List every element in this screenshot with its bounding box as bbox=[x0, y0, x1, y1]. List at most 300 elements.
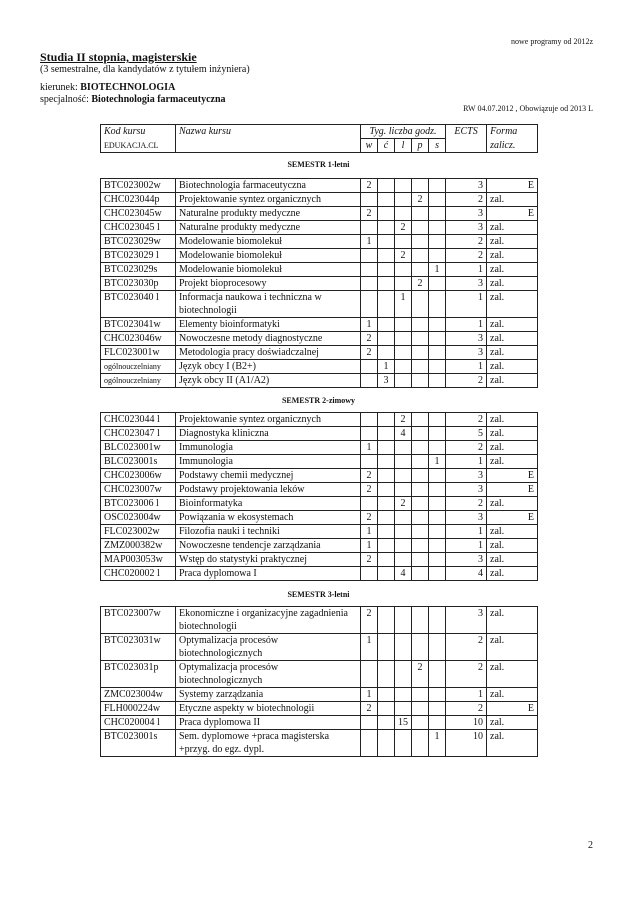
header-hours: Tyg. liczba godz. bbox=[361, 125, 446, 139]
form: zal. bbox=[487, 497, 538, 511]
hours-s bbox=[429, 607, 446, 634]
table-row bbox=[101, 346, 538, 360]
table-row bbox=[101, 688, 538, 702]
course-code: CHC020002 l bbox=[101, 567, 176, 581]
hours-s bbox=[429, 716, 446, 730]
hours-w bbox=[361, 716, 378, 730]
table-row bbox=[101, 553, 538, 567]
hours-p bbox=[412, 441, 429, 455]
hours-w: 2 bbox=[361, 511, 378, 525]
course-code: CHC023007w bbox=[101, 483, 176, 497]
form: zal. bbox=[487, 525, 538, 539]
hours-l bbox=[395, 553, 412, 567]
hours-s bbox=[429, 634, 446, 661]
header-row-2 bbox=[101, 139, 538, 153]
hours-l bbox=[395, 469, 412, 483]
hours-p bbox=[412, 730, 429, 757]
table-row bbox=[101, 469, 538, 483]
header-ects: ECTS bbox=[446, 125, 487, 139]
header-code: Kod kursu bbox=[101, 125, 176, 139]
ects: 2 bbox=[446, 413, 487, 427]
table-row bbox=[101, 332, 538, 346]
hours-p bbox=[412, 318, 429, 332]
hours-w bbox=[361, 291, 378, 318]
header-l: l bbox=[395, 139, 412, 153]
hours-w: 1 bbox=[361, 634, 378, 661]
hours-p bbox=[412, 291, 429, 318]
semester-2-title: SEMESTR 2-zimowy bbox=[281, 396, 356, 405]
table-row bbox=[101, 455, 538, 469]
form: zal. bbox=[487, 661, 538, 688]
form: zal. bbox=[487, 441, 538, 455]
header-form-sub: zalicz. bbox=[487, 139, 538, 153]
field-label: kierunek: bbox=[40, 82, 78, 93]
header-name-sub bbox=[176, 139, 361, 153]
hours-w bbox=[361, 277, 378, 291]
hours-p bbox=[412, 179, 429, 193]
course-name: Modelowanie biomolekuł bbox=[176, 235, 361, 249]
header-name: Nazwa kursu bbox=[176, 125, 361, 139]
hours-s bbox=[429, 688, 446, 702]
form: E bbox=[487, 469, 538, 483]
ects: 1 bbox=[446, 360, 487, 374]
field-value: BIOTECHNOLOGIA bbox=[80, 82, 176, 93]
course-name: Projekt bioprocesowy bbox=[176, 277, 361, 291]
hours-l: 1 bbox=[395, 291, 412, 318]
ects: 1 bbox=[446, 263, 487, 277]
hours-p bbox=[412, 249, 429, 263]
hours-l bbox=[395, 263, 412, 277]
course-code: CHC023006w bbox=[101, 469, 176, 483]
course-code: FLC023001w bbox=[101, 346, 176, 360]
page-title: Studia II stopnia, magisterskie bbox=[40, 50, 197, 64]
ects: 1 bbox=[446, 688, 487, 702]
ects: 1 bbox=[446, 525, 487, 539]
hours-w: 2 bbox=[361, 702, 378, 716]
hours-l: 2 bbox=[395, 221, 412, 235]
hours-c bbox=[378, 539, 395, 553]
course-name: Projektowanie syntez organicznych bbox=[176, 193, 361, 207]
hours-w: 2 bbox=[361, 207, 378, 221]
hours-l bbox=[395, 346, 412, 360]
hours-w: 1 bbox=[361, 441, 378, 455]
hours-l bbox=[395, 179, 412, 193]
ects: 3 bbox=[446, 511, 487, 525]
course-code: ZMZ000382w bbox=[101, 539, 176, 553]
hours-p: 2 bbox=[412, 193, 429, 207]
hours-p bbox=[412, 221, 429, 235]
form: zal. bbox=[487, 716, 538, 730]
hours-c bbox=[378, 567, 395, 581]
hours-c bbox=[378, 441, 395, 455]
specialization-line bbox=[40, 94, 226, 105]
hours-s bbox=[429, 332, 446, 346]
hours-l bbox=[395, 607, 412, 634]
hours-w: 2 bbox=[361, 346, 378, 360]
ects: 3 bbox=[446, 469, 487, 483]
table-row bbox=[101, 441, 538, 455]
hours-l bbox=[395, 193, 412, 207]
course-name: Język obcy II (A1/A2) bbox=[176, 374, 361, 388]
table-row bbox=[101, 374, 538, 388]
hours-p bbox=[412, 374, 429, 388]
hours-l bbox=[395, 207, 412, 221]
table-row bbox=[101, 179, 538, 193]
course-name: Projektowanie syntez organicznych bbox=[176, 413, 361, 427]
form: zal. bbox=[487, 221, 538, 235]
table-row bbox=[101, 413, 538, 427]
hours-c bbox=[378, 634, 395, 661]
course-name: Optymalizacja procesów biotechnologicznych bbox=[176, 634, 361, 661]
course-code: ZMC023004w bbox=[101, 688, 176, 702]
course-code: BTC023031w bbox=[101, 634, 176, 661]
table-row bbox=[101, 567, 538, 581]
hours-w: 1 bbox=[361, 688, 378, 702]
hours-c bbox=[378, 553, 395, 567]
hours-c bbox=[378, 413, 395, 427]
table-row bbox=[101, 193, 538, 207]
form: zal. bbox=[487, 634, 538, 661]
course-code: CHC023045w bbox=[101, 207, 176, 221]
course-name: Elementy bioinformatyki bbox=[176, 318, 361, 332]
form: E bbox=[487, 511, 538, 525]
hours-s bbox=[429, 413, 446, 427]
hours-s bbox=[429, 511, 446, 525]
hours-s bbox=[429, 277, 446, 291]
header-table bbox=[100, 124, 538, 153]
hours-c bbox=[378, 179, 395, 193]
hours-c bbox=[378, 207, 395, 221]
hours-s: 1 bbox=[429, 263, 446, 277]
form: E bbox=[487, 483, 538, 497]
form: zal. bbox=[487, 607, 538, 634]
hours-p: 2 bbox=[412, 661, 429, 688]
form: zal. bbox=[487, 193, 538, 207]
hours-s bbox=[429, 441, 446, 455]
ects: 2 bbox=[446, 374, 487, 388]
ects: 3 bbox=[446, 179, 487, 193]
course-name: Metodologia pracy doświadczalnej bbox=[176, 346, 361, 360]
hours-c bbox=[378, 730, 395, 757]
hours-p bbox=[412, 360, 429, 374]
course-code: BTC023030p bbox=[101, 277, 176, 291]
hours-s bbox=[429, 235, 446, 249]
course-code: CHC023044p bbox=[101, 193, 176, 207]
hours-s bbox=[429, 179, 446, 193]
course-name: Język obcy I (B2+) bbox=[176, 360, 361, 374]
hours-c bbox=[378, 661, 395, 688]
course-name: Biotechnologia farmaceutyczna bbox=[176, 179, 361, 193]
hours-l bbox=[395, 702, 412, 716]
hours-w: 2 bbox=[361, 553, 378, 567]
hours-p bbox=[412, 346, 429, 360]
form: zal. bbox=[487, 730, 538, 757]
ects: 1 bbox=[446, 318, 487, 332]
hours-s bbox=[429, 661, 446, 688]
course-code: OSC023004w bbox=[101, 511, 176, 525]
hours-c bbox=[378, 263, 395, 277]
hours-l: 15 bbox=[395, 716, 412, 730]
form: zal. bbox=[487, 539, 538, 553]
hours-l: 2 bbox=[395, 413, 412, 427]
hours-c bbox=[378, 249, 395, 263]
hours-c bbox=[378, 221, 395, 235]
hours-l: 2 bbox=[395, 249, 412, 263]
hours-s bbox=[429, 207, 446, 221]
hours-w: 1 bbox=[361, 539, 378, 553]
form: zal. bbox=[487, 374, 538, 388]
ects: 5 bbox=[446, 427, 487, 441]
ects: 3 bbox=[446, 277, 487, 291]
hours-w: 1 bbox=[361, 318, 378, 332]
table-row bbox=[101, 607, 538, 634]
table-row bbox=[101, 511, 538, 525]
form: zal. bbox=[487, 427, 538, 441]
hours-p bbox=[412, 263, 429, 277]
hours-w bbox=[361, 427, 378, 441]
hours-s bbox=[429, 567, 446, 581]
hours-w bbox=[361, 497, 378, 511]
form: zal. bbox=[487, 455, 538, 469]
course-name: Filozofia nauki i techniki bbox=[176, 525, 361, 539]
hours-s: 1 bbox=[429, 730, 446, 757]
hours-l bbox=[395, 455, 412, 469]
course-name: Immunologia bbox=[176, 455, 361, 469]
hours-w: 2 bbox=[361, 483, 378, 497]
form: zal. bbox=[487, 567, 538, 581]
course-code: BTC023001s bbox=[101, 730, 176, 757]
hours-w bbox=[361, 455, 378, 469]
hours-p bbox=[412, 511, 429, 525]
hours-s: 1 bbox=[429, 455, 446, 469]
ects: 2 bbox=[446, 661, 487, 688]
hours-c bbox=[378, 427, 395, 441]
page-number: 2 bbox=[588, 840, 593, 851]
hours-s bbox=[429, 374, 446, 388]
hours-l: 4 bbox=[395, 567, 412, 581]
top-note: nowe programy od 2012z bbox=[511, 37, 593, 46]
table-row bbox=[101, 539, 538, 553]
form: zal. bbox=[487, 291, 538, 318]
table-row bbox=[101, 634, 538, 661]
form: zal. bbox=[487, 688, 538, 702]
hours-c bbox=[378, 497, 395, 511]
course-code: BTC023040 l bbox=[101, 291, 176, 318]
course-name: Etyczne aspekty w biotechnologii bbox=[176, 702, 361, 716]
ects: 1 bbox=[446, 291, 487, 318]
hours-w bbox=[361, 567, 378, 581]
hours-w bbox=[361, 263, 378, 277]
hours-w: 2 bbox=[361, 607, 378, 634]
form: zal. bbox=[487, 277, 538, 291]
hours-s bbox=[429, 525, 446, 539]
course-code: ogólnouczelniany bbox=[101, 360, 176, 374]
form: zal. bbox=[487, 263, 538, 277]
hours-l bbox=[395, 661, 412, 688]
table-row bbox=[101, 360, 538, 374]
table-row bbox=[101, 716, 538, 730]
table-row bbox=[101, 730, 538, 757]
hours-s bbox=[429, 702, 446, 716]
semester-3-table bbox=[100, 606, 538, 757]
hours-l bbox=[395, 441, 412, 455]
course-name: Podstawy chemii medycznej bbox=[176, 469, 361, 483]
course-name: Modelowanie biomolekuł bbox=[176, 249, 361, 263]
hours-p bbox=[412, 539, 429, 553]
hours-l bbox=[395, 539, 412, 553]
hours-s bbox=[429, 346, 446, 360]
course-name: Bioinformatyka bbox=[176, 497, 361, 511]
hours-c bbox=[378, 291, 395, 318]
hours-c: 1 bbox=[378, 360, 395, 374]
course-name: Podstawy projektowania leków bbox=[176, 483, 361, 497]
course-code: CHC020004 l bbox=[101, 716, 176, 730]
ects: 3 bbox=[446, 346, 487, 360]
course-code: FLH000224w bbox=[101, 702, 176, 716]
course-code: BLC023001w bbox=[101, 441, 176, 455]
hours-l bbox=[395, 525, 412, 539]
hours-s bbox=[429, 318, 446, 332]
table-row bbox=[101, 318, 538, 332]
header-w: w bbox=[361, 139, 378, 153]
hours-c bbox=[378, 455, 395, 469]
hours-s bbox=[429, 249, 446, 263]
table-row bbox=[101, 497, 538, 511]
specialization-label: specjalność: bbox=[40, 94, 89, 105]
form: E bbox=[487, 702, 538, 716]
course-code: CHC023045 l bbox=[101, 221, 176, 235]
ects: 10 bbox=[446, 730, 487, 757]
hours-p bbox=[412, 207, 429, 221]
form: zal. bbox=[487, 318, 538, 332]
hours-p bbox=[412, 497, 429, 511]
hours-c bbox=[378, 688, 395, 702]
hours-c bbox=[378, 511, 395, 525]
hours-c bbox=[378, 607, 395, 634]
hours-s bbox=[429, 539, 446, 553]
course-name: Naturalne produkty medyczne bbox=[176, 221, 361, 235]
hours-l: 2 bbox=[395, 497, 412, 511]
hours-l bbox=[395, 318, 412, 332]
semester-1-table bbox=[100, 178, 538, 388]
hours-p bbox=[412, 702, 429, 716]
hours-w: 2 bbox=[361, 332, 378, 346]
header-s: s bbox=[429, 139, 446, 153]
table-row bbox=[101, 483, 538, 497]
course-code: MAP003053w bbox=[101, 553, 176, 567]
ects: 3 bbox=[446, 332, 487, 346]
hours-p bbox=[412, 332, 429, 346]
header-code-sub: EDUKACJA.CL bbox=[101, 139, 176, 153]
ects: 2 bbox=[446, 634, 487, 661]
semester-3-title: SEMESTR 3-letni bbox=[287, 590, 350, 599]
form: zal. bbox=[487, 413, 538, 427]
course-code: FLC023002w bbox=[101, 525, 176, 539]
hours-w bbox=[361, 374, 378, 388]
hours-p bbox=[412, 607, 429, 634]
hours-p bbox=[412, 469, 429, 483]
hours-p bbox=[412, 634, 429, 661]
course-name: Nowoczesne metody diagnostyczne bbox=[176, 332, 361, 346]
course-name: Nowoczesne tendencje zarządzania bbox=[176, 539, 361, 553]
form: zal. bbox=[487, 553, 538, 567]
course-name: Sem. dyplomowe +praca magisterska +przyg. do egz. dypl. bbox=[176, 730, 361, 757]
hours-p bbox=[412, 455, 429, 469]
ects: 4 bbox=[446, 567, 487, 581]
hours-w: 1 bbox=[361, 525, 378, 539]
ects: 2 bbox=[446, 193, 487, 207]
hours-c bbox=[378, 235, 395, 249]
hours-l bbox=[395, 277, 412, 291]
hours-p bbox=[412, 525, 429, 539]
ects: 2 bbox=[446, 702, 487, 716]
hours-w bbox=[361, 413, 378, 427]
course-name: Praca dyplomowa I bbox=[176, 567, 361, 581]
course-code: BTC023006 l bbox=[101, 497, 176, 511]
hours-l bbox=[395, 634, 412, 661]
header-row-1 bbox=[101, 125, 538, 139]
form: E bbox=[487, 179, 538, 193]
ects: 10 bbox=[446, 716, 487, 730]
course-code: BTC023041w bbox=[101, 318, 176, 332]
hours-c bbox=[378, 277, 395, 291]
ects: 3 bbox=[446, 221, 487, 235]
hours-w: 2 bbox=[361, 469, 378, 483]
hours-s bbox=[429, 291, 446, 318]
course-name: Praca dyplomowa II bbox=[176, 716, 361, 730]
hours-s bbox=[429, 360, 446, 374]
hours-c bbox=[378, 702, 395, 716]
course-code: BTC023029s bbox=[101, 263, 176, 277]
hours-p: 2 bbox=[412, 277, 429, 291]
hours-c bbox=[378, 193, 395, 207]
table-row bbox=[101, 263, 538, 277]
hours-s bbox=[429, 483, 446, 497]
course-code: CHC023046w bbox=[101, 332, 176, 346]
form: zal. bbox=[487, 332, 538, 346]
hours-s bbox=[429, 469, 446, 483]
hours-s bbox=[429, 553, 446, 567]
course-name: Ekonomiczne i organizacyjne zagadnienia biotechnologii bbox=[176, 607, 361, 634]
ects: 3 bbox=[446, 483, 487, 497]
ects: 2 bbox=[446, 497, 487, 511]
hours-l bbox=[395, 730, 412, 757]
hours-l bbox=[395, 235, 412, 249]
hours-w bbox=[361, 360, 378, 374]
hours-s bbox=[429, 221, 446, 235]
hours-s bbox=[429, 497, 446, 511]
course-name: Systemy zarządzania bbox=[176, 688, 361, 702]
course-code: BTC023007w bbox=[101, 607, 176, 634]
course-code: BLC023001s bbox=[101, 455, 176, 469]
hours-s bbox=[429, 427, 446, 441]
table-row bbox=[101, 661, 538, 688]
hours-w bbox=[361, 249, 378, 263]
form: zal. bbox=[487, 360, 538, 374]
course-code: CHC023044 l bbox=[101, 413, 176, 427]
table-row bbox=[101, 221, 538, 235]
course-code: BTC023029w bbox=[101, 235, 176, 249]
hours-c bbox=[378, 483, 395, 497]
course-code: BTC023002w bbox=[101, 179, 176, 193]
table-row bbox=[101, 427, 538, 441]
course-name: Optymalizacja procesów biotechnologicznych bbox=[176, 661, 361, 688]
hours-p bbox=[412, 688, 429, 702]
ects: 3 bbox=[446, 607, 487, 634]
course-name: Modelowanie biomolekuł bbox=[176, 263, 361, 277]
ects: 1 bbox=[446, 455, 487, 469]
course-name: Informacja naukowa i techniczna w biotechnologii bbox=[176, 291, 361, 318]
